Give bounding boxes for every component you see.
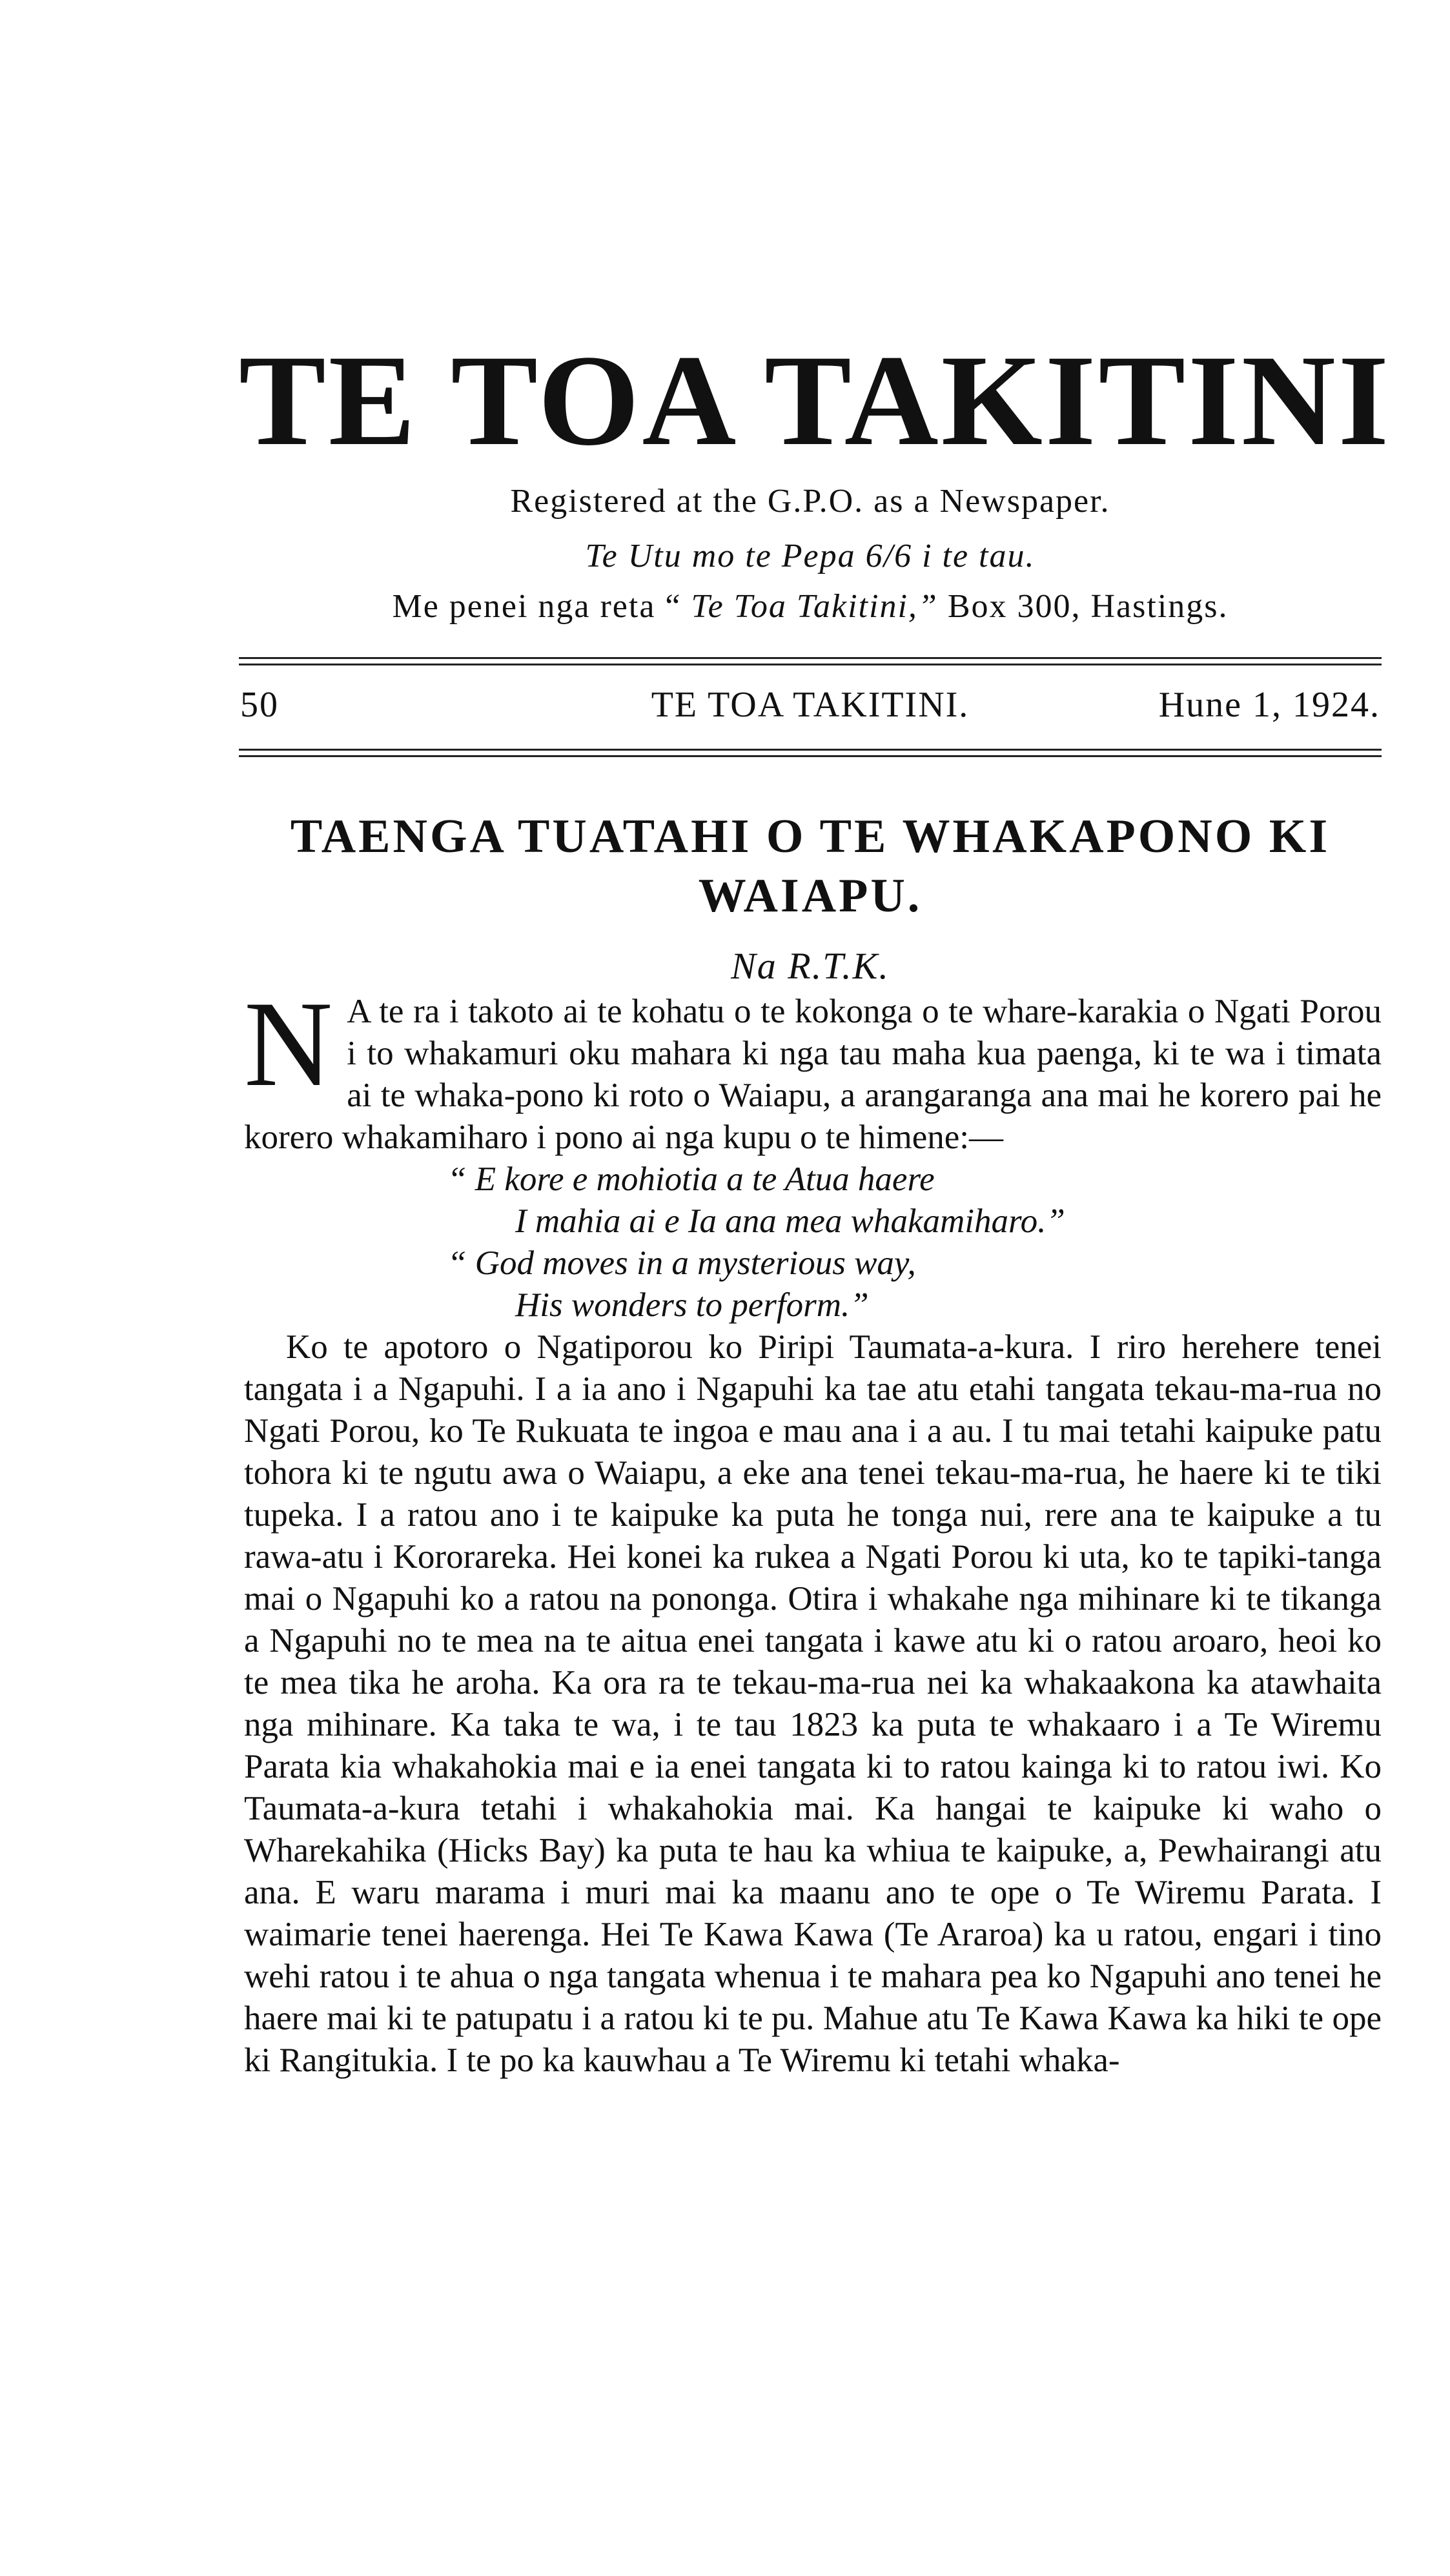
running-head-title: TE TOA TAKITINI. bbox=[651, 685, 970, 725]
verse-line: “ God moves in a mysterious way, bbox=[447, 1244, 916, 1282]
address-suffix: Box 300, Hastings. bbox=[937, 588, 1229, 625]
page-number: 50 bbox=[240, 685, 279, 725]
article-body bbox=[244, 977, 1382, 2082]
article-headline: TAENGA TUATAHI O TE WHAKAPONO KI WAIAPU. bbox=[290, 810, 1331, 922]
address-line bbox=[239, 586, 1382, 627]
opening-paragraph bbox=[244, 977, 1382, 1159]
top-double-rule-upper bbox=[239, 657, 1382, 659]
article-byline: Na R.T.K. bbox=[731, 945, 890, 987]
running-head bbox=[240, 679, 1380, 731]
bottom-double-rule-lower bbox=[239, 755, 1382, 757]
registration-line: Registered at the G.P.O. as a Newspaper. bbox=[510, 483, 1110, 520]
opening-text: A te ra i takoto ai te kohatu o te kokonga o te whare-karakia o Ngati Porou i to whakamuri oku mahara ki nga tau maha kua paenga, ki te wa i timata ai te whaka-pono ki roto o Waiapu, a arangaranga ana mai he korero pai he korero whakamiharo i pono ai nga kupu o te himene:— bbox=[244, 993, 1382, 1156]
address-name: Te Toa Takitini,” bbox=[681, 588, 938, 625]
address-prefix: Me penei nga reta “ bbox=[392, 588, 682, 625]
issue-date: Hune 1, 1924. bbox=[1158, 685, 1380, 725]
top-double-rule-lower bbox=[239, 664, 1382, 665]
verse-line: “ E kore e mohiotia a te Atua haere bbox=[447, 1161, 935, 1198]
drop-cap: N bbox=[244, 977, 333, 1112]
price-line: Te Utu mo te Pepa 6/6 i te tau. bbox=[585, 538, 1036, 574]
verse-line: I mahia ai e Ia ana mea whakamiharo.” bbox=[515, 1202, 1065, 1240]
hymn-verse bbox=[244, 1159, 1382, 1326]
body-paragraph: Ko te apotoro o Ngatiporou ko Piripi Taumata-a-kura. I riro herehere tenei tangata i a Ngapuhi. I a ia ano i Ngapuhi ka tae atu etahi tangata tekau-ma-rua no Ngati Porou, ko Te Rukuata te ingoa e mau ana i a au. I tu mai tetahi kaipuke patu tohora ki te ngutu awa o Waiapu, a eke ana tenei tekau-ma-rua, he haere ki te tiki tupeka. I a ratou ano i te kaipuke ka puta he tonga nui, rere ana te kaipuke a tu rawa-atu i Kororareka. Hei konei ka rukea a Ngati Porou ki uta, ko te tapiki-tanga mai o Ngapuhi ko a ratou na pononga. Otira i whakahe nga mihinare ki te tikanga a Ngapuhi no te mea na te aitua enei tangata i kawe atu ki o ratou aroaro, heoi ko te mea tika he aroha. Ka ora ra te tekau-ma-rua nei ka whakaakona ka atawhaita nga mihinare. Ka taka te wa, i te tau 1823 ka puta te whakaaro i a Te Wiremu Parata kia whakahokia mai e ia enei tangata ki to ratou kainga ki to ratou iwi. Ko Taumata-a-kura tetahi i whakahokia mai. Ka hangai te kaipuke ki waho o Wharekahika (Hicks Bay) ka puta te hau ka whiua te kaipuke, a, Pewhairangi atu ana. E waru marama i muri mai ka maanu ano te ope o Te Wiremu Parata. I waimarie tenei haerenga. Hei Te Kawa Kawa (Te Araroa) ka u ratou, engari i tino wehi ratou i te ahua o nga tangata whenua i te mahara pea ko Ngapuhi ano tenei he haere mai ki te patupatu i a ratou ki te pu. Mahue atu Te Kawa Kawa ka hiki te ope ki Rangitukia. I te po ka kauwhau a Te Wiremu ki tetahi whaka- bbox=[244, 1328, 1382, 2079]
masthead-title: TE TOA TAKITINI bbox=[239, 328, 1392, 472]
verse-line: His wonders to perform.” bbox=[515, 1286, 869, 1324]
bottom-double-rule-upper bbox=[239, 749, 1382, 751]
